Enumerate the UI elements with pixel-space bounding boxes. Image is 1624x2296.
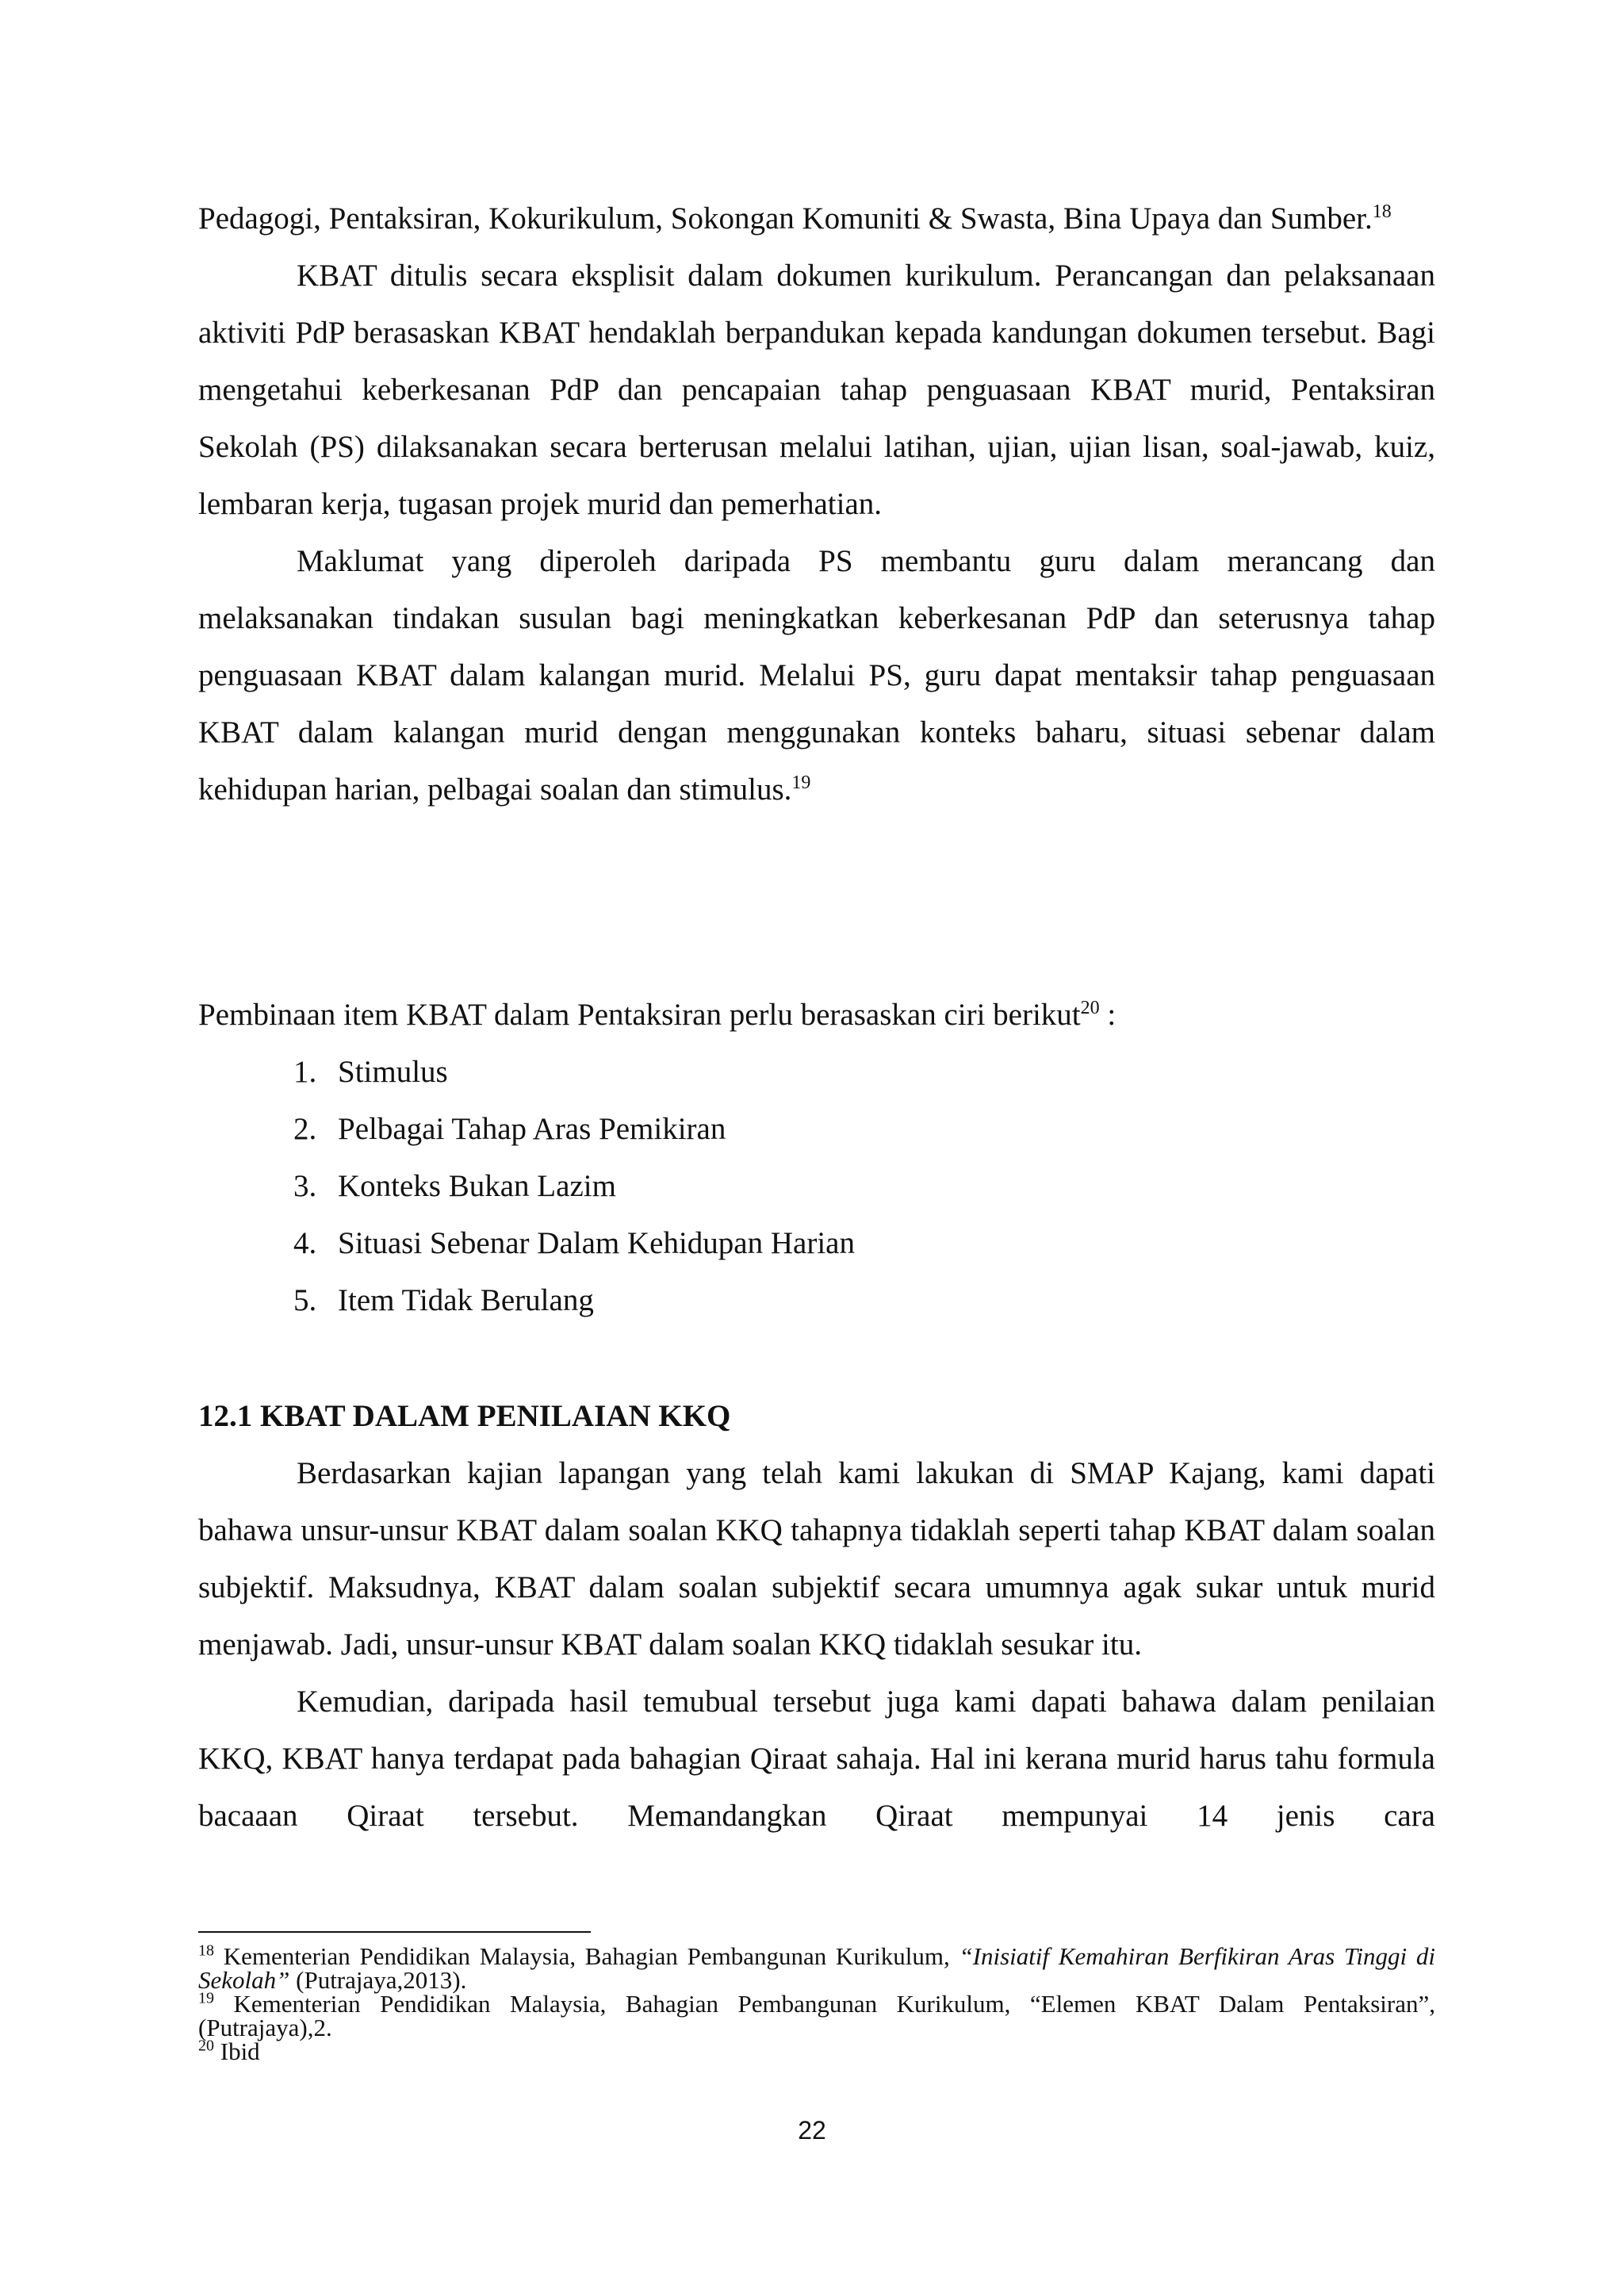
- paragraph-3: [198, 533, 1435, 818]
- footnote-text: (Putrajaya,2013).: [289, 1966, 467, 1994]
- list-item-number: 2.: [293, 1112, 317, 1146]
- footnote-separator: [198, 1931, 591, 1933]
- footnote-20: [198, 2037, 1435, 2065]
- criteria-list: [198, 1044, 1435, 1329]
- paragraph-2: KBAT ditulis secara eksplisit dalam dokumen kurikulum. Perancangan dan pelaksanaan aktiviti PdP berasaskan KBAT hendaklah berpandukan kepada kandungan dokumen tersebut. Bagi mengetahui keberkesanan PdP dan pencapaian tahap penguasaan KBAT murid, Pentaksiran Sekolah (PS) dilaksanakan secara berterusan melalui latihan, ujian, ujian lisan, soal-jawab, kuiz, lembaran kerja, tugasan projek murid dan pemerhatian.: [198, 259, 1435, 521]
- footnote-18: [198, 1941, 1435, 1994]
- paragraph-6: Kemudian, daripada hasil temubual tersebut juga kami dapati bahawa dalam penilaian KKQ, KBAT hanya terdapat pada bahagian Qiraat sahaja. Hal ini kerana murid harus tahu formula bacaaan Qiraat tersebut. Memandangkan Qiraat mempunyai 14 jenis cara: [198, 1685, 1435, 1833]
- body-text-section: [198, 1388, 1435, 1845]
- paragraph-4-text: Pembinaan item KBAT dalam Pentaksiran perlu berasaskan ciri berikut: [198, 998, 1081, 1032]
- list-item-number: 4.: [293, 1226, 317, 1260]
- list-item: [198, 1158, 1435, 1215]
- footnote-text: Kementerian Pendidikan Malaysia, Bahagian Pembangunan Kurikulum,: [214, 1942, 959, 1970]
- footnote-19: [198, 1989, 1435, 2041]
- paragraph-4-suffix: :: [1099, 998, 1116, 1032]
- footnote-ref-20[interactable]: 20: [1080, 998, 1100, 1018]
- paragraph-1-text: Pedagogi, Pentaksiran, Kokurikulum, Sokongan Komuniti & Swasta, Bina Upaya dan Sumber.: [198, 201, 1373, 236]
- paragraph-3-text: Maklumat yang diperoleh daripada PS membantu guru dalam merancang dan melaksanakan tindakan susulan bagi meningkatkan keberkesanan PdP dan seterusnya tahap penguasaan KBAT dalam kalangan murid. Melalui PS, guru dapat mentaksir tahap penguasaan KBAT dalam kalangan murid dengan menggunakan konteks baharu, situasi sebenar dalam kehidupan harian, pelbagai soalan dan stimulus.: [198, 544, 1435, 807]
- footnote-ref-19[interactable]: 19: [791, 772, 811, 793]
- list-item: [198, 1272, 1435, 1329]
- list-item-label: Situasi Sebenar Dalam Kehidupan Harian: [338, 1226, 855, 1260]
- footnote-text: Ibid: [214, 2037, 260, 2065]
- footnote-title: “Inisiatif Kemahiran Berfikiran Aras Tinggi di Sekolah”: [198, 1942, 1435, 1994]
- paragraph-5: Berdasarkan kajian lapangan yang telah kami lakukan di SMAP Kajang, kami dapati bahawa unsur-unsur KBAT dalam soalan KKQ tahapnya tidaklah seperti tahap KBAT dalam soalan subjektif. Maksudnya, KBAT dalam soalan subjektif secara umumnya agak sukar untuk murid menjawab. Jadi, unsur-unsur KBAT dalam soalan KKQ tidaklah sesukar itu.: [198, 1456, 1435, 1662]
- section-heading: 12.1 KBAT DALAM PENILAIAN KKQ: [198, 1399, 731, 1433]
- page-number: 22: [798, 2116, 826, 2145]
- paragraph-4: [198, 987, 1435, 1044]
- footnotes: [198, 1941, 1435, 2065]
- body-text-list: [198, 987, 1435, 1329]
- list-item-label: Konteks Bukan Lazim: [338, 1169, 616, 1203]
- footnote-number: 20: [198, 2037, 214, 2055]
- footnote-text: Kementerian Pendidikan Malaysia, Bahagian Pembangunan Kurikulum, “Elemen KBAT Dalam Pentaksiran”, (Putrajaya),2.: [198, 1990, 1435, 2041]
- list-item: [198, 1044, 1435, 1101]
- list-item: [198, 1215, 1435, 1272]
- list-item-number: 1.: [293, 1055, 317, 1089]
- list-item-label: Stimulus: [338, 1055, 448, 1089]
- list-item-number: 3.: [293, 1169, 317, 1203]
- list-item-label: Pelbagai Tahap Aras Pemikiran: [338, 1112, 726, 1146]
- footnote-ref-18[interactable]: 18: [1372, 201, 1392, 222]
- list-item-label: Item Tidak Berulang: [338, 1283, 594, 1317]
- paragraph-1: [198, 190, 1435, 247]
- footnote-number: 18: [198, 1941, 214, 1960]
- list-item-number: 5.: [293, 1283, 317, 1317]
- list-item: [198, 1101, 1435, 1158]
- body-text-top: [198, 190, 1435, 818]
- footnote-number: 19: [198, 1989, 214, 2007]
